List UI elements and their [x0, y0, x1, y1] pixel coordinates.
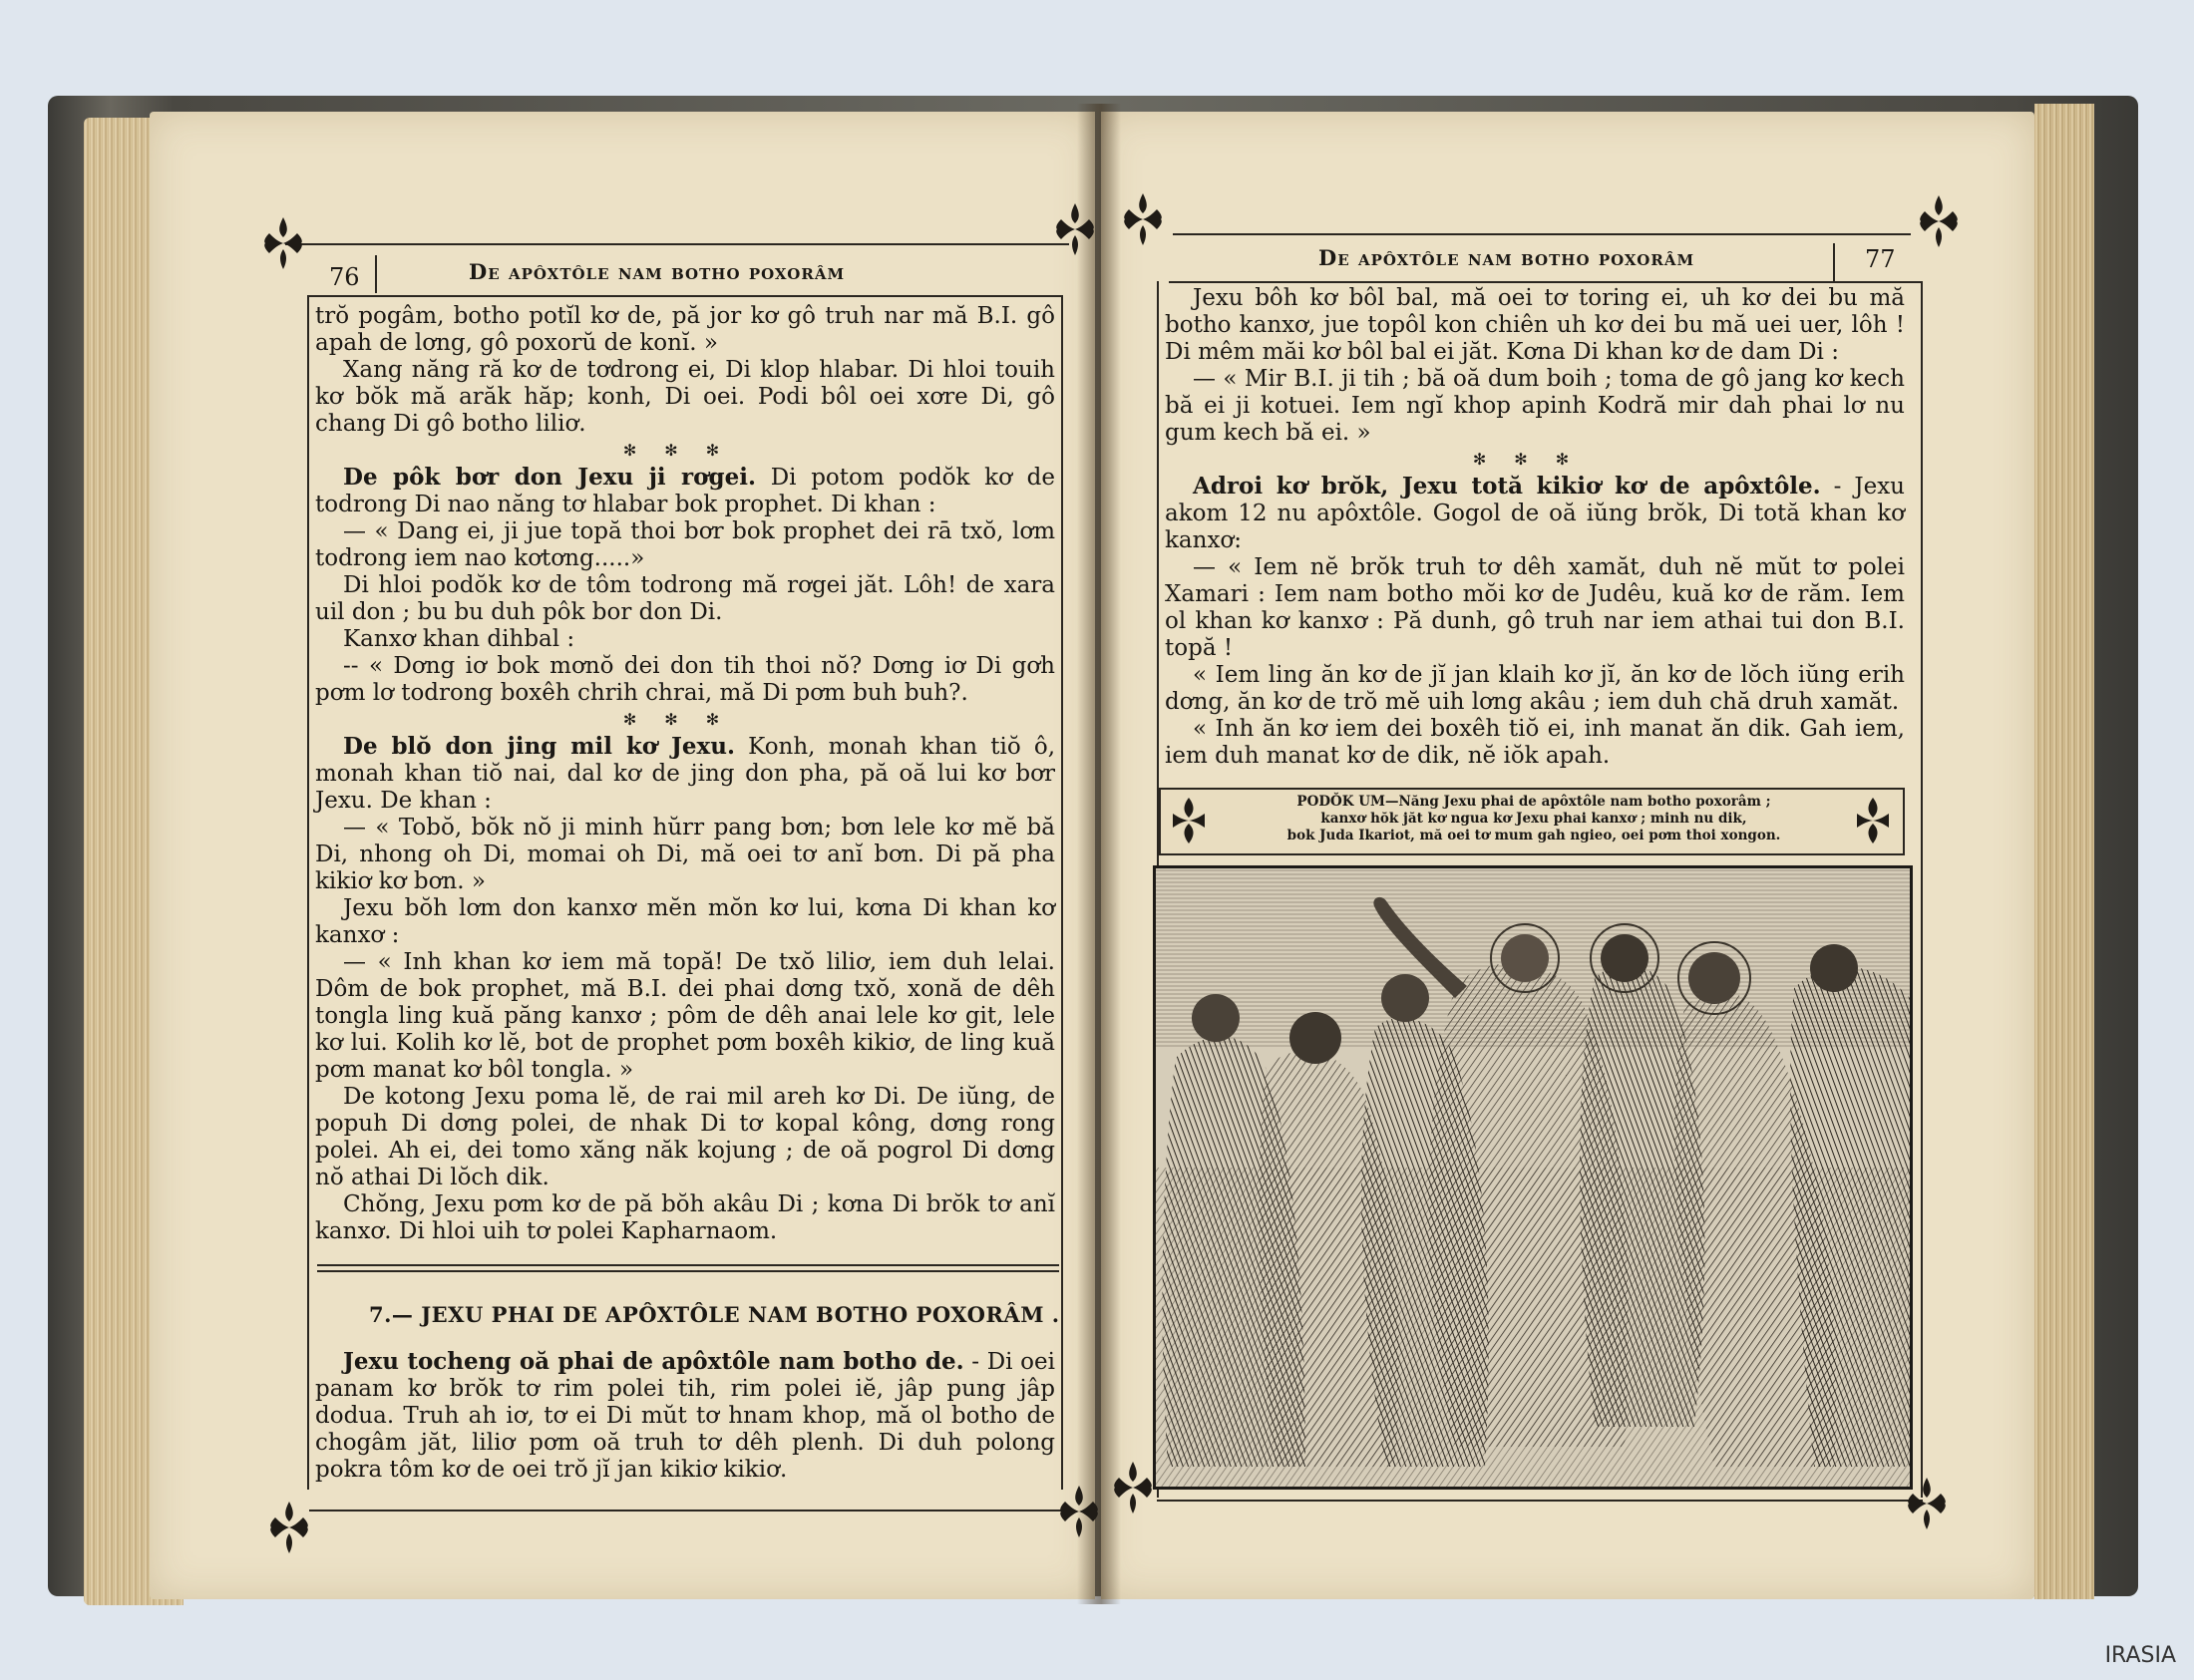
caption-ornament-icon	[1849, 794, 1897, 847]
caption-line: kanxơ hŏk jăt kơ ngua kơ Jexu phai kanxơ ; minh nu dik,	[1320, 811, 1747, 827]
right-header-rule-lower	[1169, 281, 1923, 283]
left-section-rule	[317, 1264, 1059, 1266]
paragraph: Kanxơ khan dihbal :	[343, 626, 575, 652]
fleuron-ornament-icon	[1907, 189, 1971, 253]
divider-stars: ✻✻✻	[622, 710, 748, 729]
page-number-right: 77	[1865, 245, 1896, 273]
right-frame-right	[1921, 281, 1923, 1498]
book-gutter	[1077, 104, 1121, 1604]
left-frame-left	[307, 295, 309, 1490]
paragraph: - Jexu akom 12 nu apôxtôle. Gogol de oă iŭng brŏk, Di totă khan kơ kanxơ:	[1165, 474, 1905, 553]
running-head-right: De apôxtôle nam botho poxorâm	[1318, 245, 1695, 270]
left-frame-right	[1061, 295, 1063, 1490]
illustration-caption	[1225, 794, 1843, 844]
paragraph: Di potom podŏk kơ de todrong Di nao năng tơ hlabar bok prophet. Di khan :	[315, 465, 1055, 517]
left-header-rule-lower	[309, 295, 1063, 297]
subheading-paragraph	[315, 733, 1055, 815]
caption-line: bok Juda Ikariot, mă oei tơ mum gah ngieo, oei pơm thoi xongon.	[1286, 828, 1781, 843]
right-header-rule	[1173, 233, 1911, 235]
paragraph: Jexu bôh kơ bôl bal, mă oei tơ toring ei, uh kơ dei bu mă botho kanxơ, jue topôl kon chiên uh kơ dei bu mă uei uer, lôh ! Di mêm măi kơ bôl bal ei jăt. Kơna Di khan kơ de dam Di :	[1165, 285, 1905, 365]
section-heading: 7.— JEXU PHAI DE APÔXTÔLE NAM BOTHO POXORÂM .	[369, 1302, 1060, 1327]
paragraph: Di hloi podŏk kơ de tôm todrong mă rơgei jăt. Lôh! de xara uil don ; bu bu duh pôk bor don Di.	[315, 572, 1055, 625]
subheading: Jexu tocheng oă phai de apôxtôle nam botho de.	[343, 1348, 964, 1375]
paragraph: Jexu bŏh lơm don kanxơ mĕn mŏn kơ lui, kơna Di khan kơ kanxơ :	[315, 895, 1055, 948]
fleuron-ornament-icon	[1043, 197, 1107, 261]
right-footer-rule	[1157, 1500, 1923, 1502]
right-page-body	[1165, 285, 1905, 770]
paragraph: — « Mir B.I. ji tih ; bă oă dum boih ; toma de gô jang kơ kech bă ei ji kotuei. Iem ngĭ khop apinh Kodră mir dah phai lơ nu gum kech bă ei. »	[1165, 366, 1905, 446]
left-pagenum-divider	[375, 255, 377, 293]
subheading-paragraph	[315, 1348, 1055, 1484]
fleuron-ornament-icon	[1111, 187, 1175, 251]
caption-line: PODŎK UM—Năng Jexu phai de apôxtôle nam botho poxorâm ;	[1296, 794, 1771, 810]
subheading: De blŏ don jing mil kơ Jexu.	[343, 733, 735, 760]
fleuron-ornament-icon	[257, 1496, 321, 1559]
subheading: Adroi kơ brŏk, Jexu totă kikiơ kơ de apôxtôle.	[1193, 473, 1821, 500]
paragraph: « Inh ăn kơ iem dei boxêh tiŏ ei, inh manat ăn dik. Gah iem, iem duh manat kơ de dik, nĕ iŏk apah.	[1165, 716, 1905, 769]
caption-ornament-icon	[1165, 794, 1213, 847]
paragraph: -- « Dơng iơ bok mơnŏ dei don tih thoi nŏ? Dơng iơ Di gơh pơm lơ todrong boxêh chrih chrai, mă Di pơm buh buh?.	[315, 653, 1055, 706]
paragraph: « Iem ling ăn kơ de jĭ jan klaih kơ jĭ, ăn kơ de lŏch iŭng erih dơng, ăn kơ de trŏ mĕ uih lơng akâu ; iem duh chă druh xamăt.	[1165, 662, 1905, 715]
engraving-illustration	[1153, 865, 1913, 1490]
paragraph: — « Dang ei, ji jue topă thoi bơr bok prophet dei rā txŏ, lơm todrong iem nao kơtơng.....»	[315, 518, 1055, 571]
page-number-left: 76	[329, 263, 360, 291]
left-section-rule-2	[317, 1270, 1059, 1272]
subheading-paragraph	[315, 464, 1055, 518]
paragraph: trŏ pogâm, botho potĭl kơ de, pă jor kơ gô truh nar mă B.I. gô apah de lơng, gô poxorŭ de konĭ. »	[315, 303, 1055, 356]
left-section-body	[315, 1348, 1055, 1484]
right-pagenum-divider	[1833, 243, 1835, 281]
paragraph: Chŏng, Jexu pơm kơ de pă bŏh akâu Di ; kơna Di brŏk tơ anĭ kanxơ. Di hloi uih tơ polei Kapharnaom.	[315, 1191, 1055, 1244]
running-head-left: De apôxtôle nam botho poxorâm	[469, 259, 846, 284]
divider-stars: ✻✻✻	[1472, 450, 1598, 469]
engraving-scene	[1156, 868, 1910, 1487]
left-page-body	[315, 303, 1055, 1245]
paragraph: — « Inh khan kơ iem mă topă! De txŏ liliơ, iem duh lelai. Dôm de bok prophet, mă B.I. dei phai dơng txŏ, xonă de dêh tongla ling kuă păng kanxơ ; pôm de dêh anai lele kơ git, lele kơ lui. Kolih kơ lĕ, bot de prophet pơm boxêh kikiơ, de ling kuă pơm manat kơ bôl tongla. »	[315, 949, 1055, 1083]
left-footer-rule	[309, 1510, 1063, 1512]
fleuron-ornament-icon	[251, 211, 315, 275]
paragraph: — « Tobŏ, bŏk nŏ ji minh hŭrr pang bơn; bơn lele kơ mĕ bă Di, nhong oh Di, momai oh Di, mă oei tơ anĭ bơn. Di pă pha kikiơ kơ bơn. »	[315, 815, 1055, 894]
paragraph: — « Iem nĕ brŏk truh tơ dêh xamăt, duh nĕ mŭt tơ polei Xamari : Iem nam botho mŏi kơ de Judêu, kuă kơ de răm. Iem ol khan kơ kanxơ : Pă dunh, gô truh nar iem athai tui don B.I. topă !	[1165, 554, 1905, 661]
paragraph: - Di oei panam kơ brŏk tơ rim polei tih, rim polei iĕ, jâp pung jâp dodua. Truh ah iơ, tơ ei Di mŭt tơ hnam khop, mă ol botho de chogâm jăt, liliơ pơm oă truh tơ dêh plenh. Di duh polong pokra tôm kơ de oei trŏ jĭ jan kikiơ kikiơ.	[315, 1349, 1055, 1483]
divider-stars: ✻✻✻	[622, 441, 748, 460]
paragraph: Xang năng ră kơ de tơdrong ei, Di klop hlabar. Di hloi touih kơ bŏk mă arăk hăp; konh, Di oei. Podi bôl oei xơre Di, gô chang Di gô botho liliơ.	[315, 357, 1055, 437]
paragraph: De kotong Jexu poma lĕ, de rai mil areh kơ Di. De iŭng, de popuh Di dơng polei, de nhak Di tơ kopal kông, dơng rong polei. Ah ei, dei tomo xăng năk kojung ; de oă pogrol Di dơng nŏ athai Di lŏch dik.	[315, 1084, 1055, 1190]
paragraph: Konh, monah khan tiŏ ô, monah khan tiŏ nai, dal kơ de jing don pha, pă oă lui kơ bơr Jexu. De khan :	[315, 734, 1056, 814]
watermark: IRASIA	[2104, 1643, 2176, 1668]
right-page-edges	[2034, 104, 2094, 1599]
subheading-paragraph	[1165, 473, 1905, 554]
left-header-rule	[285, 243, 1069, 245]
subheading: De pôk bơr don Jexu ji rơgei.	[343, 464, 756, 491]
